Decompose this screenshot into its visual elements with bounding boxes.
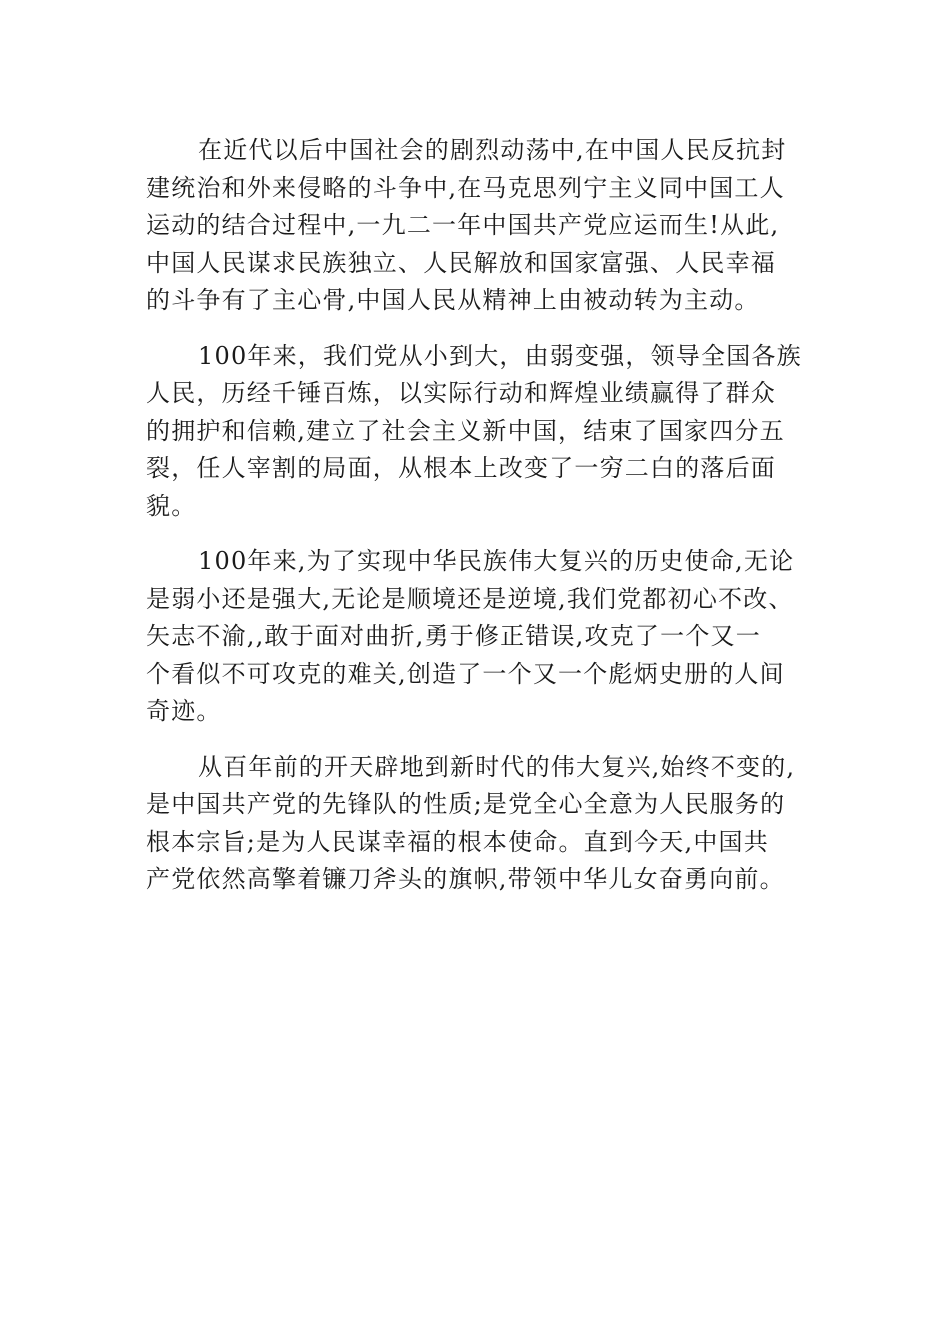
paragraph-line: 100年来，我们党从小到大，由弱变强，领导全国各族 [198, 341, 802, 370]
paragraph-line: 的拥护和信赖,建立了社会主义新中国，结束了国家四分五 [146, 416, 785, 445]
paragraph-4 [146, 749, 806, 899]
paragraph-1 [146, 132, 806, 320]
paragraph-line: 奇迹。 [146, 697, 222, 725]
paragraph-3 [146, 543, 806, 731]
paragraph-line: 人民，历经千锤百炼，以实际行动和辉煌业绩赢得了群众 [146, 379, 776, 407]
paragraph-line: 貌。 [146, 491, 197, 520]
paragraph-line: 的斗争有了主心骨,中国人民从精神上由被动转为主动。 [146, 286, 760, 314]
paragraph-line: 是弱小还是强大,无论是顺境还是逆境,我们党都初心不改、 [146, 584, 794, 613]
paragraph-line: 裂，任人宰割的局面，从根本上改变了一穷二白的落后面 [146, 454, 776, 482]
paragraph-line: 100年来,为了实现中华民族伟大复兴的历史使命,无论 [198, 547, 795, 575]
paragraph-2 [146, 338, 806, 526]
paragraph-line: 从百年前的开天辟地到新时代的伟大复兴,始终不变的, [198, 752, 796, 781]
paragraph-line: 是中国共产党的先锋队的性质;是党全心全意为人民服务的 [146, 790, 786, 818]
paragraph-line: 建统治和外来侵略的斗争中,在马克思列宁主义同中国工人 [146, 173, 785, 202]
paragraph-line: 在近代以后中国社会的剧烈动荡中,在中国人民反抗封 [198, 136, 787, 164]
paragraph-line: 个看似不可攻克的难关,创造了一个又一个彪炳史册的人间 [146, 659, 785, 688]
paragraph-line: 运动的结合过程中,一九二一年中国共产党应运而生!从此, [146, 211, 780, 239]
paragraph-line: 中国人民谋求民族独立、人民解放和国家富强、人民幸福 [146, 248, 776, 277]
paragraph-line: 产党依然高擎着镰刀斧头的旗帜,带领中华儿女奋勇向前。 [146, 865, 785, 893]
document-body [146, 132, 806, 917]
paragraph-line: 矢志不渝,,敢于面对曲折,勇于修正错误,攻克了一个又一 [146, 622, 761, 650]
paragraph-line: 根本宗旨;是为人民谋幸福的根本使命。直到今天,中国共 [146, 827, 769, 856]
